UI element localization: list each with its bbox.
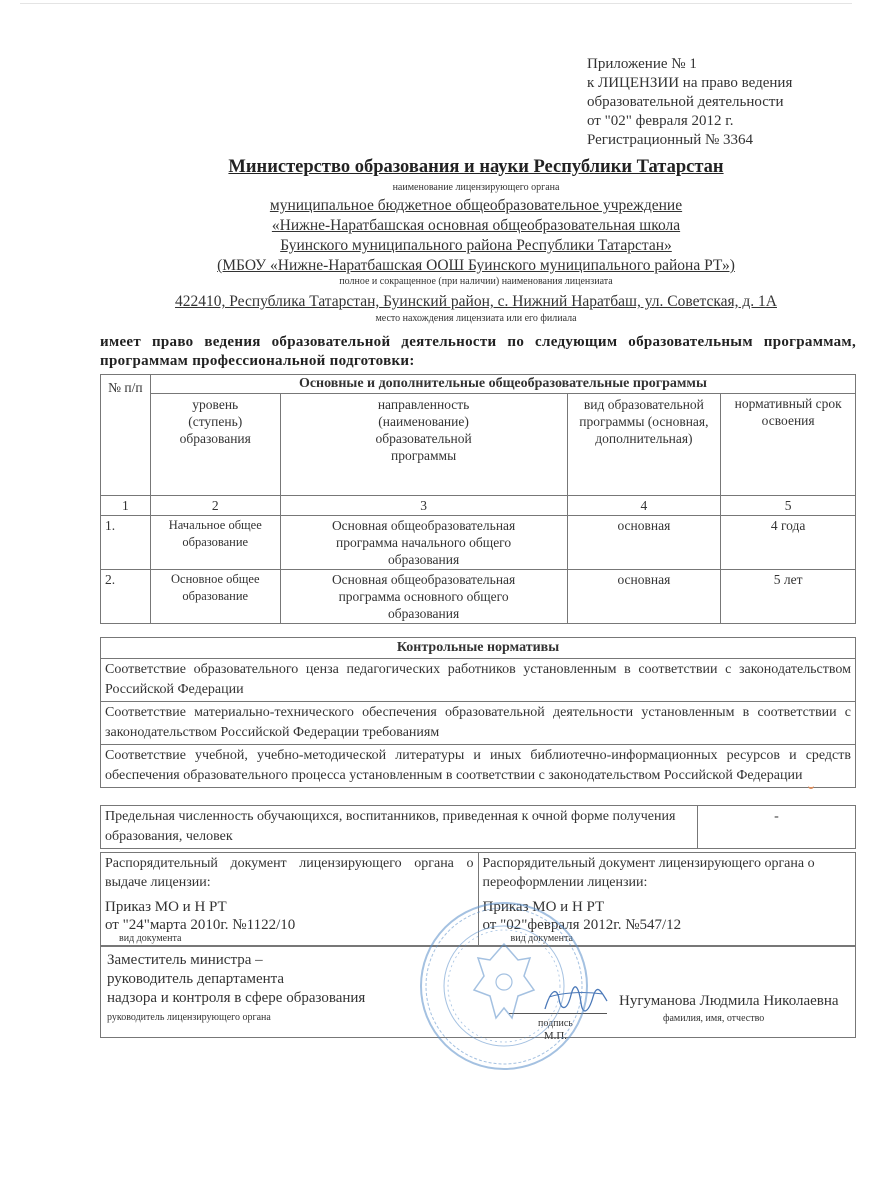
column-number: 4 [567, 496, 721, 516]
signatory-position [107, 951, 365, 1027]
licensee-name [96, 196, 856, 276]
column-header-name: направленность (наименование) образовательной программы [280, 394, 567, 496]
position-line: руководитель департамента [107, 971, 285, 987]
appendix-line: образовательной деятельности [587, 94, 784, 110]
column-header-level: уровень (ступень) образования [150, 394, 280, 496]
appendix-line: Регистрационный № 3364 [587, 132, 754, 148]
row-number: 1. [101, 516, 151, 570]
student-limit-label: Предельная численность обучающихся, воспитанников, приведенная к очной форме получения образования, человек [101, 806, 698, 849]
column-numbers-row [101, 496, 856, 516]
licensee-line: (МБОУ «Нижне-Наратбашская ООШ Буинского муниципального района РТ») [217, 257, 735, 274]
programs-table [100, 374, 856, 624]
table-row [101, 516, 856, 570]
row-term: 4 года [721, 516, 856, 570]
issue-order-line: от "24"марта 2010г. №1122/10 [105, 917, 296, 933]
student-limit-table [100, 805, 856, 849]
student-limit-value: - [698, 806, 856, 849]
issue-order-line: Приказ МО и Н РТ [105, 899, 227, 915]
position-caption: руководитель лицензирующего органа [107, 1012, 271, 1023]
issue-order-title: Распорядительный документ лицензирующего органа о выдаче лицензии: [105, 856, 474, 890]
address-caption: место нахождения лицензиата или его филиала [375, 313, 577, 324]
row-program-name: Основная общеобразовательная программа основного общего образования [280, 570, 567, 624]
licensee-caption: полное и сокращенное (при наличии) наименования лицензиата [339, 276, 613, 287]
control-norms-header: Контрольные нормативы [101, 638, 856, 659]
column-header-kind: вид образовательной программы (основная, дополнительная) [567, 394, 721, 496]
norm-row: Соответствие учебной, учебно-методической литературы и иных библиотечно-информационных ресурсов и средств обеспечения образовательного процесса установленным в соответствии с законодательством Российской Федерации [101, 745, 856, 788]
position-line: надзора и контроля в сфере образования [107, 990, 366, 1006]
norm-row: Соответствие образовательного ценза педагогических работников установленным в соответствии с законодательством Российской Федерации [101, 659, 856, 702]
row-level: Начальное общее образование [150, 516, 280, 570]
appendix-line: от "02" февраля 2012 г. [587, 113, 734, 129]
column-number: 3 [280, 496, 567, 516]
licensee-line: муниципальное бюджетное общеобразовательное учреждение [269, 197, 683, 214]
licensee-address: 422410, Республика Татарстан, Буинский район, с. Нижний Наратбаш, ул. Советская, д. 1А [175, 293, 777, 310]
appendix-line: к ЛИЦЕНЗИИ на право ведения [587, 75, 793, 91]
programs-header-row [101, 375, 856, 394]
group-header: Основные и дополнительные общеобразовательные программы [150, 375, 855, 394]
column-header-term: нормативный срок освоения [721, 394, 856, 496]
stamp-caption: М.П. [543, 1030, 568, 1042]
column-number: 1 [101, 496, 151, 516]
reissue-order-title: Распорядительный документ лицензирующего органа о переоформлении лицензии: [482, 856, 815, 890]
reissue-order-line: Приказ МО и Н РТ [482, 899, 605, 915]
row-term: 5 лет [721, 570, 856, 624]
programs-column-headers [101, 394, 856, 496]
control-norms-table [100, 637, 856, 788]
row-number: 2. [101, 570, 151, 624]
ministry-caption: наименование лицензирующего органа [392, 182, 560, 193]
position-line: Заместитель министра – [107, 952, 263, 968]
signatory-name: Нугуманова Людмила Николаевна [619, 993, 839, 1009]
licensee-line: Буинского муниципального района Республики Татарстан» [280, 237, 672, 254]
sign-caption: подпись [538, 1018, 573, 1029]
signatory-name-caption: фамилия, имя, отчество [663, 1013, 765, 1024]
row-program-name: Основная общеобразовательная программа начального общего образования [280, 516, 567, 570]
table-row [101, 570, 856, 624]
num-header: № п/п [101, 375, 151, 496]
column-number: 5 [721, 496, 856, 516]
row-kind: основная [567, 570, 721, 624]
ministry-title: Министерство образования и науки Республики Татарстан [228, 157, 724, 177]
licensee-line: «Нижне-Наратбашская основная общеобразовательная школа [271, 217, 681, 234]
issue-order-caption: вид документа [119, 933, 182, 944]
reissue-order-line: от "02"февраля 2012г. №547/12 [482, 917, 682, 933]
appendix-block [587, 55, 792, 150]
official-seal-icon [418, 900, 590, 1072]
row-level: Основное общее образование [150, 570, 280, 624]
row-kind: основная [567, 516, 721, 570]
scan-edge [20, 3, 852, 4]
norm-row: Соответствие материально-технического обеспечения образовательной деятельности установленным в соответствии с законодательством Российской Федерации требованиям [101, 702, 856, 745]
scan-mark [808, 783, 814, 789]
reissue-order-caption: вид документа [510, 933, 573, 944]
column-number: 2 [150, 496, 280, 516]
intro-text: имеет право ведения образовательной деятельности по следующим образовательным программам, программам профессиональной подготовки: [100, 334, 856, 369]
appendix-line: Приложение № 1 [587, 56, 697, 72]
